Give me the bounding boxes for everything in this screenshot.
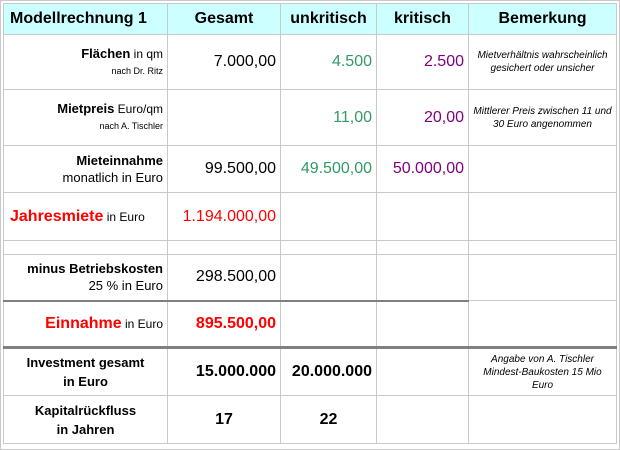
label-mieteinnahme-sub: monatlich in Euro: [62, 170, 163, 185]
einnahme-unkritisch: [281, 301, 377, 348]
mietpreis-kritisch: 20,00: [377, 90, 469, 146]
label-mietpreis-main: Mietpreis: [57, 101, 115, 116]
flaechen-bemerkung: Mietverhältnis wahrscheinlich gesichert oder unsicher: [469, 35, 617, 90]
jahresmiete-kritisch: [377, 193, 469, 241]
label-kapitalrueckfluss: [4, 396, 168, 444]
modellrechnung-table: [3, 3, 617, 444]
label-mietpreis-unit: Euro/qm: [114, 102, 163, 116]
jahresmiete-bemerkung: [469, 193, 617, 241]
label-jahresmiete-main: Jahresmiete: [10, 207, 104, 225]
row-investment: [4, 348, 617, 396]
label-einnahme: [4, 301, 168, 348]
jahresmiete-gesamt: 1.194.000,00: [168, 193, 281, 241]
investment-gesamt: 15.000.000: [168, 348, 281, 396]
label-mietpreis-sub: nach A. Tischler: [99, 121, 163, 131]
label-investment: [4, 348, 168, 396]
einnahme-bemerkung: [469, 301, 617, 348]
row-betriebskosten: [4, 255, 617, 301]
einnahme-gesamt: 895.500,00: [168, 301, 281, 348]
mieteinnahme-gesamt: 99.500,00: [168, 146, 281, 193]
row-spacer: [4, 241, 617, 255]
label-mietpreis: [4, 90, 168, 146]
betriebskosten-gesamt: 298.500,00: [168, 255, 281, 301]
flaechen-gesamt: 7.000,00: [168, 35, 281, 90]
label-kapital-main: Kapitalrückfluss: [34, 402, 137, 418]
row-kapitalrueckfluss: [4, 396, 617, 444]
investment-kritisch: [377, 348, 469, 396]
einnahme-kritisch: [377, 301, 469, 348]
row-mietpreis: [4, 90, 617, 146]
kapital-kritisch: [377, 396, 469, 444]
spacer-cell: [4, 241, 168, 255]
header-unkritisch: unkritisch: [281, 4, 377, 35]
label-einnahme-main: Einnahme: [45, 314, 122, 332]
header-gesamt: Gesamt: [168, 4, 281, 35]
label-flaechen-unit: in qm: [130, 46, 163, 61]
mieteinnahme-kritisch: 50.000,00: [377, 146, 469, 193]
header-modellrechnung: Modellrechnung 1: [4, 4, 168, 35]
label-mieteinnahme-main: Mieteinnahme: [76, 153, 163, 168]
kapital-bemerkung: [469, 396, 617, 444]
label-investment-main: Investment gesamt: [26, 355, 145, 370]
label-flaechen-sub: nach Dr. Ritz: [111, 65, 163, 76]
label-einnahme-unit: in Euro: [121, 316, 163, 331]
kapital-unkritisch: 22: [281, 396, 377, 444]
label-mieteinnahme: [4, 146, 168, 193]
spreadsheet: [3, 3, 617, 447]
label-jahresmiete: [4, 193, 168, 241]
flaechen-kritisch: 2.500: [377, 35, 469, 90]
betriebskosten-unkritisch: [281, 255, 377, 301]
header-bemerkung: Bemerkung: [469, 4, 617, 35]
mietpreis-gesamt: [168, 90, 281, 146]
mietpreis-unkritisch: 11,00: [281, 90, 377, 146]
mieteinnahme-unkritisch: 49.500,00: [281, 146, 377, 193]
label-investment-sub: in Euro: [63, 374, 108, 389]
row-jahresmiete: [4, 193, 617, 241]
spacer-cell: [469, 241, 617, 255]
betriebskosten-bemerkung: [469, 255, 617, 301]
jahresmiete-unkritisch: [281, 193, 377, 241]
label-flaechen: [4, 35, 168, 90]
row-flaechen: [4, 35, 617, 90]
label-jahresmiete-unit: in Euro: [103, 209, 145, 224]
header-kritisch: kritisch: [377, 4, 469, 35]
spacer-cell: [281, 241, 377, 255]
label-flaechen-main: Flächen: [81, 45, 131, 61]
investment-unkritisch: 20.000.000: [281, 348, 377, 396]
label-kapital-sub: in Jahren: [56, 421, 115, 437]
spacer-cell: [377, 241, 469, 255]
row-mieteinnahme: [4, 146, 617, 193]
kapital-gesamt: 17: [168, 396, 281, 444]
flaechen-unkritisch: 4.500: [281, 35, 377, 90]
row-einnahme: [4, 301, 617, 348]
betriebskosten-kritisch: [377, 255, 469, 301]
investment-bemerkung: Angabe von A. Tischler Mindest-Baukosten 15 Mio Euro: [469, 348, 617, 396]
mietpreis-bemerkung: Mittlerer Preis zwischen 11 und 30 Euro angenommen: [469, 90, 617, 146]
header-row: [4, 4, 617, 35]
mieteinnahme-bemerkung: [469, 146, 617, 193]
label-betriebskosten-main: minus Betriebskosten: [27, 261, 163, 277]
label-betriebskosten-sub: 25 % in Euro: [88, 278, 163, 294]
spacer-cell: [168, 241, 281, 255]
label-betriebskosten: [4, 255, 168, 301]
